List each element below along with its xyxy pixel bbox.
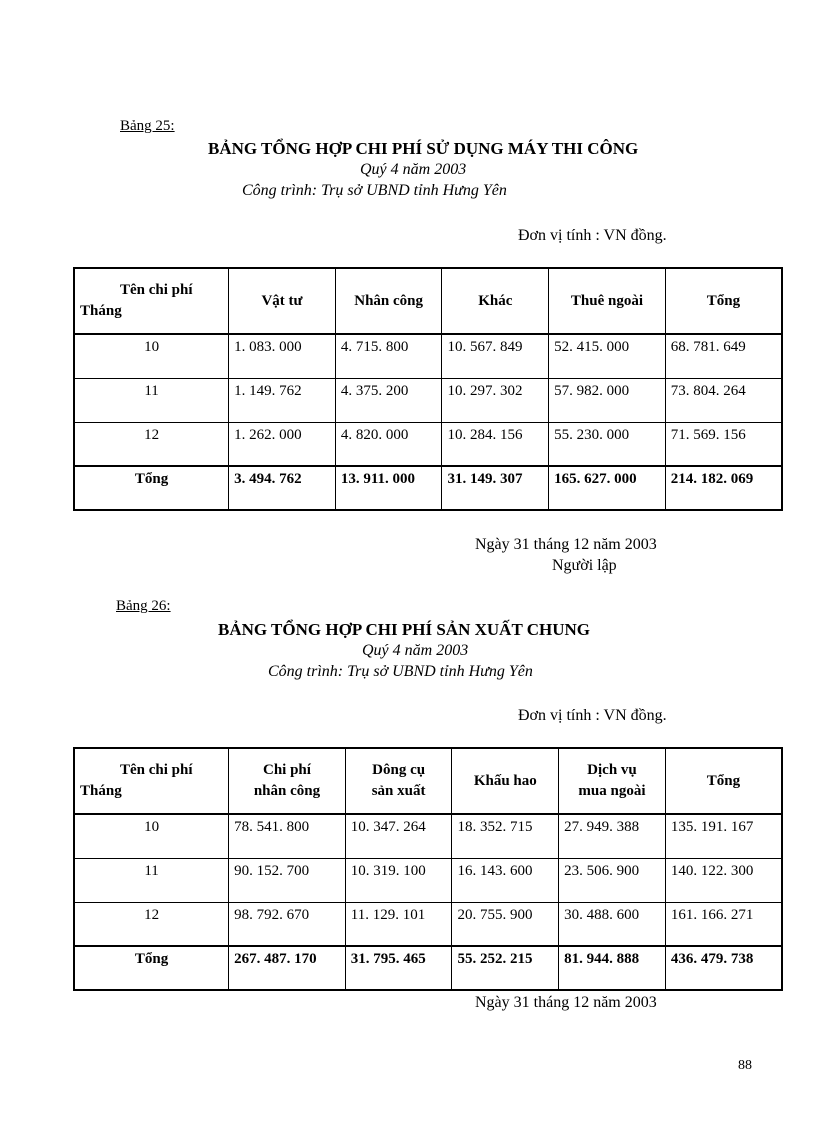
value-cell: 10. 567. 849 <box>442 334 549 378</box>
table25-col-header: Nhân công <box>335 268 442 334</box>
table26-date: Ngày 31 tháng 12 năm 2003 <box>475 994 657 1011</box>
value-cell: 52. 415. 000 <box>549 334 666 378</box>
value-cell: 55. 230. 000 <box>549 422 666 466</box>
table25-unit: Đơn vị tính : VN đồng. <box>518 227 667 244</box>
month-cell: 12 <box>74 902 229 946</box>
table-row <box>74 814 782 858</box>
value-cell: 1. 262. 000 <box>229 422 336 466</box>
value-cell: 98. 792. 670 <box>229 902 346 946</box>
table25-total-row <box>74 466 782 510</box>
table25-col-header: Thuê ngoài <box>549 268 666 334</box>
table-row <box>74 422 782 466</box>
total-cell: 13. 911. 000 <box>335 466 442 510</box>
table26-label: Bảng 26: <box>116 598 171 614</box>
table-row <box>74 858 782 902</box>
table25-header-row <box>74 268 782 334</box>
total-cell: 81. 944. 888 <box>559 946 666 990</box>
table26-col-header: Dịch vụ mua ngoài <box>559 748 666 814</box>
total-cell: 436. 479. 738 <box>665 946 782 990</box>
table26-corner-header: Tên chi phí Tháng <box>74 748 229 814</box>
value-cell: 68. 781. 649 <box>665 334 782 378</box>
value-cell: 135. 191. 167 <box>665 814 782 858</box>
value-cell: 23. 506. 900 <box>559 858 666 902</box>
value-cell: 10. 319. 100 <box>345 858 452 902</box>
table26-project: Công trình: Trụ sở UBND tỉnh Hưng Yên <box>268 663 533 680</box>
total-cell: 214. 182. 069 <box>665 466 782 510</box>
value-cell: 10. 284. 156 <box>442 422 549 466</box>
table26 <box>73 747 783 991</box>
table25 <box>73 267 783 511</box>
month-cell: 10 <box>74 334 229 378</box>
value-cell: 1. 149. 762 <box>229 378 336 422</box>
table25-title: BẢNG TỔNG HỢP CHI PHÍ SỬ DỤNG MÁY THI CÔNG <box>208 139 639 158</box>
value-cell: 30. 488. 600 <box>559 902 666 946</box>
table-row <box>74 902 782 946</box>
table25-label: Bảng 25: <box>120 118 175 134</box>
total-cell: 31. 149. 307 <box>442 466 549 510</box>
month-cell: 11 <box>74 858 229 902</box>
table26-total-row <box>74 946 782 990</box>
value-cell: 4. 820. 000 <box>335 422 442 466</box>
table26-header-row <box>74 748 782 814</box>
value-cell: 57. 982. 000 <box>549 378 666 422</box>
month-cell: 10 <box>74 814 229 858</box>
page-number: 88 <box>738 1058 752 1073</box>
table25-project: Công trình: Trụ sở UBND tỉnh Hưng Yên <box>242 182 507 199</box>
table26-col-header: Dông cụ sản xuất <box>345 748 452 814</box>
total-label: Tổng <box>74 946 229 990</box>
value-cell: 4. 375. 200 <box>335 378 442 422</box>
table-row <box>74 378 782 422</box>
total-cell: 267. 487. 170 <box>229 946 346 990</box>
table25-date: Ngày 31 tháng 12 năm 2003 <box>475 536 657 553</box>
table25-quarter: Quý 4 năm 2003 <box>360 161 467 178</box>
total-label: Tổng <box>74 466 229 510</box>
month-cell: 12 <box>74 422 229 466</box>
table26-unit: Đơn vị tính : VN đồng. <box>518 707 667 724</box>
table26-col-header: Chi phí nhân công <box>229 748 346 814</box>
value-cell: 18. 352. 715 <box>452 814 559 858</box>
table26-col-header: Tổng <box>665 748 782 814</box>
value-cell: 78. 541. 800 <box>229 814 346 858</box>
table26-quarter: Quý 4 năm 2003 <box>362 642 469 659</box>
value-cell: 27. 949. 388 <box>559 814 666 858</box>
value-cell: 140. 122. 300 <box>665 858 782 902</box>
table26-title: BẢNG TỔNG HỢP CHI PHÍ SẢN XUẤT CHUNG <box>218 620 590 639</box>
total-cell: 31. 795. 465 <box>345 946 452 990</box>
total-cell: 3. 494. 762 <box>229 466 336 510</box>
value-cell: 10. 297. 302 <box>442 378 549 422</box>
month-cell: 11 <box>74 378 229 422</box>
value-cell: 11. 129. 101 <box>345 902 452 946</box>
value-cell: 73. 804. 264 <box>665 378 782 422</box>
total-cell: 165. 627. 000 <box>549 466 666 510</box>
value-cell: 1. 083. 000 <box>229 334 336 378</box>
table25-col-header: Khác <box>442 268 549 334</box>
value-cell: 4. 715. 800 <box>335 334 442 378</box>
value-cell: 10. 347. 264 <box>345 814 452 858</box>
table25-signer: Người lập <box>552 557 617 574</box>
value-cell: 16. 143. 600 <box>452 858 559 902</box>
value-cell: 20. 755. 900 <box>452 902 559 946</box>
total-cell: 55. 252. 215 <box>452 946 559 990</box>
table-row <box>74 334 782 378</box>
table26-col-header: Khấu hao <box>452 748 559 814</box>
value-cell: 71. 569. 156 <box>665 422 782 466</box>
table25-corner-header: Tên chi phí Tháng <box>74 268 229 334</box>
table25-col-header: Tổng <box>665 268 782 334</box>
value-cell: 90. 152. 700 <box>229 858 346 902</box>
table25-col-header: Vật tư <box>229 268 336 334</box>
value-cell: 161. 166. 271 <box>665 902 782 946</box>
